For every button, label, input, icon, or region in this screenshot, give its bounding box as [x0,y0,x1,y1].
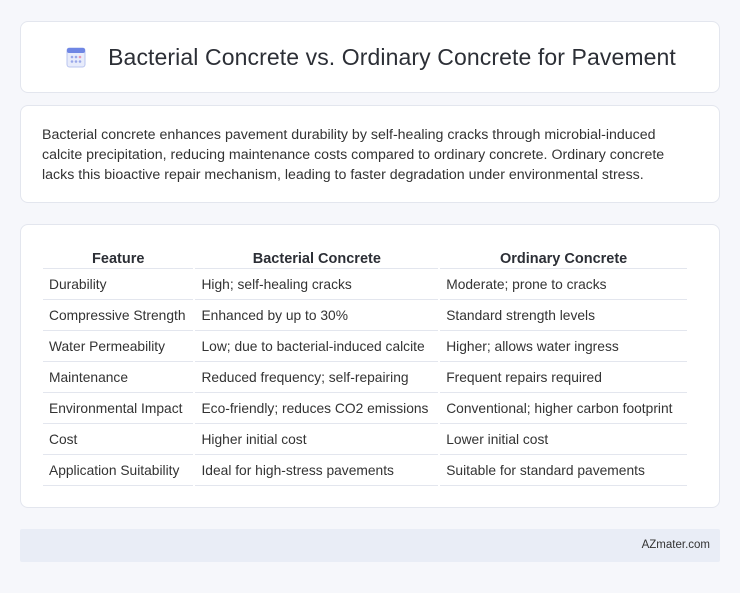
page-title: Bacterial Concrete vs. Ordinary Concrete for Pavement [108,43,676,70]
cell-feature: Application Suitability [43,455,193,486]
summary-card [20,105,720,203]
table-row [43,393,687,424]
cell-bacterial: High; self-healing cracks [195,269,438,300]
summary-text: Bacterial concrete enhances pavement durability by self-healing cracks through microbial-induced calcite precipitation, reducing maintenance costs compared to ordinary concrete. Ordinary concrete lacks this bioactive repair mechanism, leading to faster degradation under environmental stress. [42,127,665,183]
cell-feature: Water Permeability [43,331,193,362]
title-card [20,21,720,93]
cell-bacterial: Eco-friendly; reduces CO2 emissions [195,393,438,424]
cell-feature: Maintenance [43,362,193,393]
cell-feature: Cost [43,424,193,455]
header-feature: Feature [43,247,193,269]
cell-bacterial: Enhanced by up to 30% [195,300,438,331]
document-icon [64,45,88,69]
cell-ordinary: Suitable for standard pavements [440,455,687,486]
table-row [43,362,687,393]
table-row [43,269,687,300]
cell-bacterial: Ideal for high-stress pavements [195,455,438,486]
cell-ordinary: Frequent repairs required [440,362,687,393]
cell-bacterial: Higher initial cost [195,424,438,455]
table-header-row [43,247,687,269]
cell-feature: Durability [43,269,193,300]
table-row [43,424,687,455]
cell-bacterial: Low; due to bacterial-induced calcite [195,331,438,362]
table-row [43,455,687,486]
footer-brand: AZmater.com [641,539,710,551]
cell-ordinary: Higher; allows water ingress [440,331,687,362]
cell-bacterial: Reduced frequency; self-repairing [195,362,438,393]
header-bacterial-concrete: Bacterial Concrete [195,247,438,269]
title-wrap [64,44,676,71]
footer-bar [20,529,720,562]
cell-feature: Environmental Impact [43,393,193,424]
table-card [20,224,720,508]
cell-ordinary: Standard strength levels [440,300,687,331]
cell-ordinary: Moderate; prone to cracks [440,269,687,300]
cell-feature: Compressive Strength [43,300,193,331]
cell-ordinary: Conventional; higher carbon footprint [440,393,687,424]
header-ordinary-concrete: Ordinary Concrete [440,247,687,269]
table-row [43,300,687,331]
table-row [43,331,687,362]
cell-ordinary: Lower initial cost [440,424,687,455]
comparison-table [41,247,689,486]
